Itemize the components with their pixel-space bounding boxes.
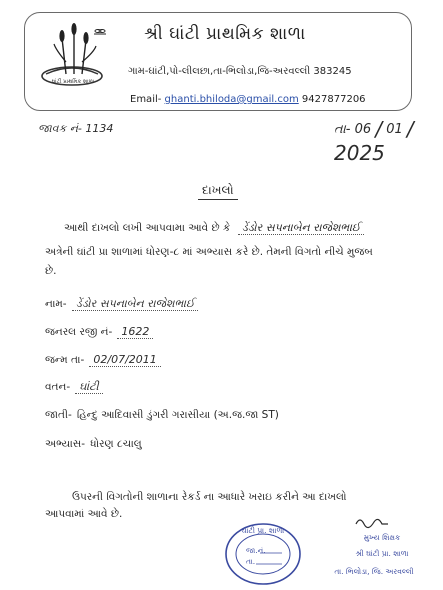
intro-student-name: ડેંડોર સપનાબેન રાજેશભાઈ	[238, 221, 365, 235]
contact-row	[130, 94, 366, 105]
stamp-inner-line-2: તા.	[246, 557, 256, 566]
study-value: ધોરણ ૮ચાલુ	[90, 438, 142, 450]
reference-number	[38, 122, 113, 136]
field-study	[45, 432, 142, 451]
field-birth-date	[45, 348, 161, 367]
intro-line-2: અત્રેની ઘાંટી પ્રા શાળામાં ધોરણ-૮ માં અભ્યાસ કરે છે. તેમની વિગતો નીચે મુજબ	[45, 246, 373, 258]
footer-line-1: ઉપરની વિગતોની શાળાના રેકર્ડ ના આધારે ખરાઇ કરીને આ દાખલો	[72, 491, 347, 503]
signature-school: શ્રી ઘાંટી પ્રા. શાળા	[355, 549, 409, 558]
study-label: અભ્યાસ-	[45, 438, 86, 450]
caste-value: હિન્દુ આદિવાસી ડુંગરી ગરાસીયા (અ.જ.જા ST)	[76, 409, 279, 421]
intro-line	[64, 221, 364, 235]
field-name	[45, 292, 198, 311]
intro-text: આથી દાખલો લખી આપવામા આવે છે કે	[64, 222, 231, 234]
name-value: ડેંડોર સપનાબેન રાજેશભાઈ	[72, 297, 199, 311]
date-year: 2025	[334, 141, 385, 165]
reference-label: જાવક નં-	[38, 122, 82, 135]
dob-value: 02/07/2011	[89, 353, 160, 367]
city-label: વતન-	[45, 381, 71, 393]
gr-value: 1622	[117, 325, 153, 339]
date-month: 01	[386, 122, 403, 137]
signature-title: મુખ્ય શિક્ષક	[363, 533, 401, 542]
email-link[interactable]: ghanti.bhiloda@gmail.com	[164, 94, 299, 105]
school-name: શ્રી ઘાંટી પ્રાથમિક શાળા	[144, 24, 306, 44]
field-gr-number	[45, 320, 153, 339]
certificate-title: દાખલો	[202, 183, 234, 197]
issue-date: તા- 06 / 01 / 2025	[334, 117, 414, 165]
intro-line-3: છે.	[45, 265, 57, 277]
dob-label: જન્મ તા-	[45, 354, 85, 366]
stamp-rim-text: ઘાંટી પ્રા. શાળા	[241, 526, 285, 535]
footer-line-2: આપવામાં આવે છે.	[45, 508, 123, 520]
field-native-place	[45, 375, 103, 394]
title-underline	[198, 199, 238, 200]
gr-label: જનરલ રજી નં-	[45, 326, 113, 338]
caste-label: જાતી-	[45, 409, 72, 421]
name-label: નામ-	[45, 298, 67, 310]
signature-scribble	[356, 519, 388, 527]
phone-number: 9427877206	[301, 94, 366, 105]
reference-value: 1134	[85, 122, 114, 135]
date-day: 06	[354, 122, 372, 137]
school-round-stamp	[224, 522, 302, 586]
city-value: ઘાંટી	[75, 380, 102, 394]
school-address: ગામ-ઘાંટી,પો-લીલછા,તા-ભિલોડા,જિ-અરવલ્લી 383245	[128, 66, 352, 77]
stamp-inner-line-1: જા.નં.	[246, 546, 266, 555]
date-label: તા-	[334, 122, 351, 137]
logo-caption: ઘાંટી પ્રાથમિક શાળા	[51, 79, 95, 85]
email-label: Email-	[130, 94, 162, 105]
field-caste	[45, 403, 279, 422]
signature-place: તા. ભિલોડા, જિ. અરવલ્લી	[334, 567, 414, 576]
headmaster-signature-stamp	[312, 514, 432, 588]
